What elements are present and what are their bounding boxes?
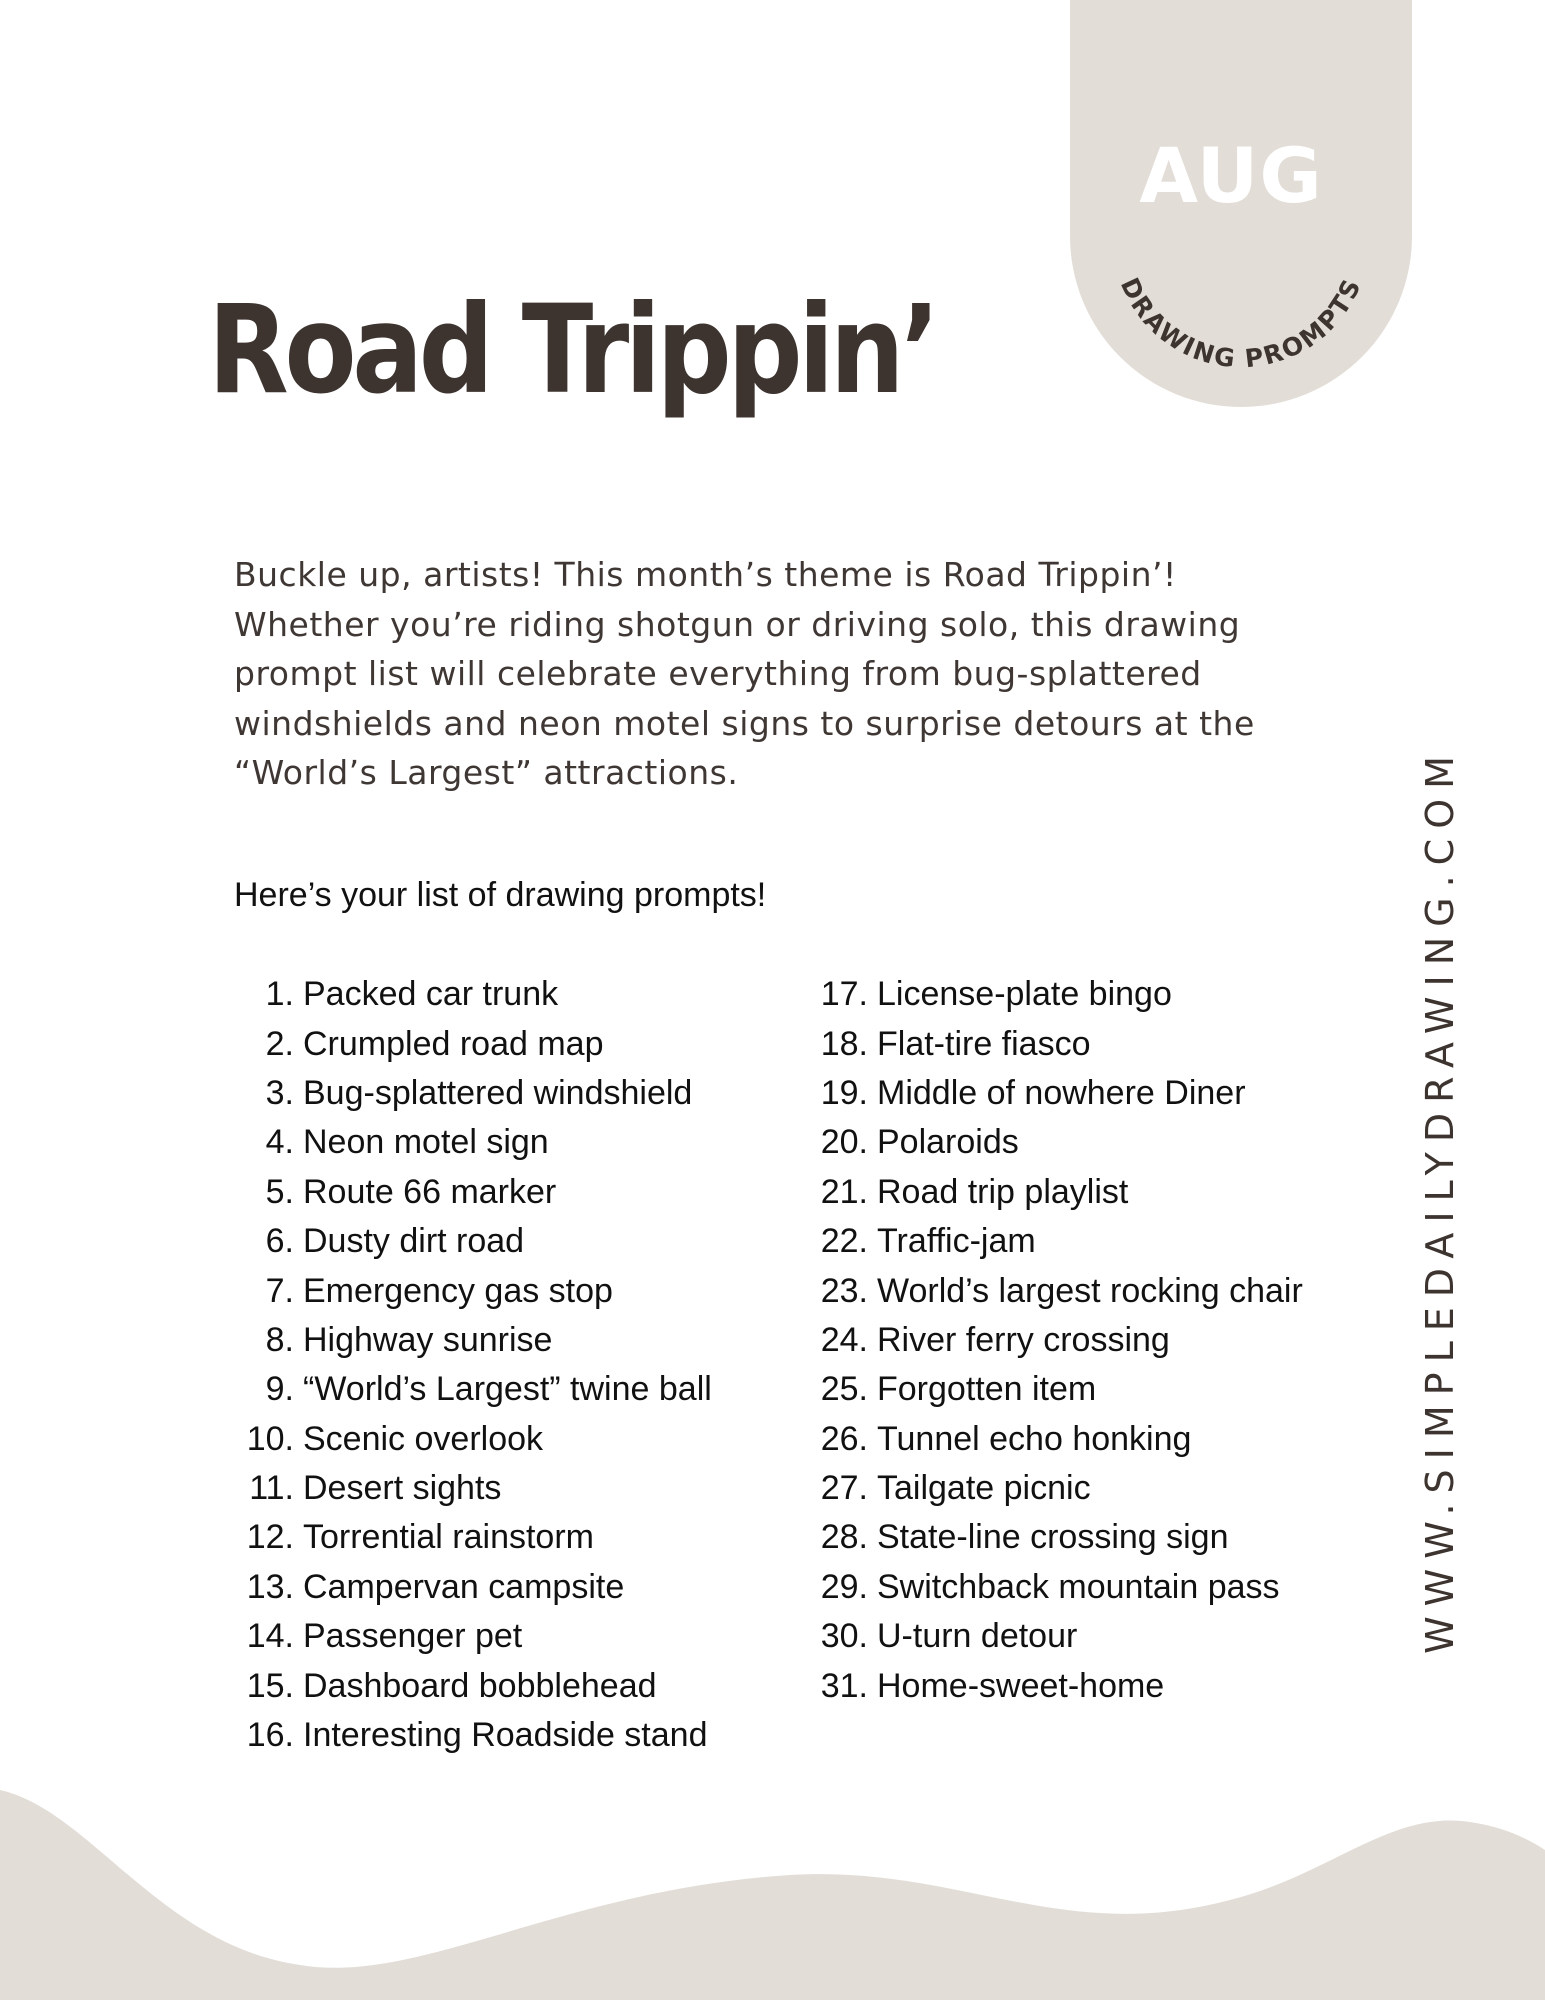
prompt-text: World’s largest rocking chair bbox=[877, 1271, 1303, 1310]
prompt-number: 15. bbox=[246, 1666, 294, 1705]
prompt-item bbox=[810, 1118, 1303, 1167]
prompt-number: 24. bbox=[820, 1320, 868, 1359]
prompt-text: Home-sweet-home bbox=[877, 1666, 1165, 1705]
prompt-item bbox=[234, 1464, 712, 1513]
intro-paragraph: Buckle up, artists! This month’s theme is Road Trippin’! Whether you’re riding shotgun or driving solo, this drawing prompt list will celebrate everything from bug-splattered windshields and neon motel signs to surprise detours at the “World’s Largest” attractions. bbox=[234, 555, 1255, 792]
prompt-text: Middle of nowhere Diner bbox=[877, 1073, 1246, 1112]
prompt-number: 17. bbox=[820, 975, 868, 1014]
prompt-text: “World’s Largest” twine ball bbox=[303, 1370, 712, 1409]
prompt-item bbox=[234, 1612, 712, 1661]
prompt-item bbox=[810, 1168, 1303, 1217]
prompt-number: 27. bbox=[820, 1469, 868, 1508]
prompt-number: 19. bbox=[820, 1073, 868, 1112]
prompt-item bbox=[810, 1316, 1303, 1365]
prompt-number: 11. bbox=[249, 1469, 294, 1508]
website-url: WWW.SIMPLEDAILYDRAWING.COM bbox=[1418, 746, 1462, 1654]
prompt-text: Tunnel echo honking bbox=[877, 1419, 1192, 1458]
prompt-number: 18. bbox=[820, 1024, 868, 1063]
prompt-text: Torrential rainstorm bbox=[303, 1518, 594, 1557]
prompt-item bbox=[234, 1019, 712, 1068]
prompt-item bbox=[810, 1415, 1303, 1464]
prompt-text: River ferry crossing bbox=[877, 1320, 1170, 1359]
prompt-text: Packed car trunk bbox=[303, 975, 559, 1014]
prompt-text: Flat-tire fiasco bbox=[877, 1024, 1091, 1063]
prompt-number: 3. bbox=[265, 1073, 294, 1112]
prompt-number: 1. bbox=[265, 975, 294, 1014]
prompt-item bbox=[234, 1711, 712, 1760]
prompt-text: Emergency gas stop bbox=[303, 1271, 613, 1310]
prompt-item bbox=[234, 970, 712, 1019]
prompt-number: 8. bbox=[265, 1320, 294, 1359]
prompt-text: Interesting Roadside stand bbox=[303, 1716, 708, 1755]
page-title: Road Trippin’ bbox=[208, 279, 936, 421]
prompt-number: 14. bbox=[246, 1617, 294, 1656]
prompt-text: U-turn detour bbox=[877, 1617, 1078, 1656]
prompt-text: Neon motel sign bbox=[303, 1123, 549, 1162]
month-label: AUG bbox=[1139, 131, 1323, 220]
prompt-item bbox=[234, 1069, 712, 1118]
prompt-item bbox=[810, 970, 1303, 1019]
prompt-item bbox=[810, 1266, 1303, 1315]
prompt-number: 16. bbox=[246, 1716, 294, 1755]
prompt-number: 20. bbox=[820, 1123, 868, 1162]
prompt-text: License-plate bingo bbox=[877, 975, 1172, 1014]
prompt-number: 25. bbox=[820, 1370, 868, 1409]
prompt-number: 5. bbox=[265, 1172, 294, 1211]
prompt-text: Dusty dirt road bbox=[303, 1222, 525, 1261]
prompt-item bbox=[810, 1612, 1303, 1661]
badge-arc-text: DRAWING PROMPTS bbox=[1114, 273, 1368, 374]
bottom-wave-decoration bbox=[0, 1780, 1545, 2000]
prompt-item bbox=[234, 1217, 712, 1266]
prompt-text: Campervan campsite bbox=[303, 1567, 625, 1606]
prompt-text: Scenic overlook bbox=[303, 1419, 544, 1458]
prompt-item bbox=[234, 1266, 712, 1315]
list-heading: Here’s your list of drawing prompts! bbox=[234, 876, 767, 914]
prompt-number: 9. bbox=[265, 1370, 294, 1409]
prompt-text: Dashboard bobblehead bbox=[303, 1666, 657, 1705]
prompt-text: Route 66 marker bbox=[303, 1172, 557, 1211]
prompt-item bbox=[234, 1168, 712, 1217]
prompt-text: Crumpled road map bbox=[303, 1024, 604, 1063]
prompt-item bbox=[234, 1513, 712, 1562]
prompt-text: Highway sunrise bbox=[303, 1320, 553, 1359]
prompt-text: Road trip playlist bbox=[877, 1172, 1129, 1211]
prompt-number: 23. bbox=[820, 1271, 868, 1310]
prompt-number: 2. bbox=[265, 1024, 294, 1063]
prompt-text: Desert sights bbox=[303, 1469, 502, 1508]
prompt-text: Traffic-jam bbox=[877, 1222, 1036, 1261]
prompt-number: 22. bbox=[820, 1222, 868, 1261]
prompt-item bbox=[234, 1563, 712, 1612]
prompt-item bbox=[810, 1069, 1303, 1118]
prompt-item bbox=[810, 1513, 1303, 1562]
prompt-text: Passenger pet bbox=[303, 1617, 523, 1656]
prompt-list-right bbox=[810, 970, 1303, 1711]
prompt-number: 31. bbox=[820, 1666, 868, 1705]
drawing-prompts-arc-label bbox=[1070, 0, 1412, 407]
prompt-text: Switchback mountain pass bbox=[877, 1567, 1280, 1606]
prompt-number: 30. bbox=[820, 1617, 868, 1656]
prompt-item bbox=[234, 1118, 712, 1167]
prompt-number: 10. bbox=[246, 1419, 294, 1458]
prompt-text: State-line crossing sign bbox=[877, 1518, 1229, 1557]
prompt-text: Tailgate picnic bbox=[877, 1469, 1091, 1508]
prompt-text: Bug-splattered windshield bbox=[303, 1073, 693, 1112]
prompt-number: 4. bbox=[265, 1123, 294, 1162]
prompt-number: 6. bbox=[265, 1222, 294, 1261]
prompt-number: 13. bbox=[246, 1567, 294, 1606]
prompt-item bbox=[810, 1563, 1303, 1612]
prompt-item bbox=[234, 1316, 712, 1365]
prompt-item bbox=[234, 1365, 712, 1414]
prompt-list-left bbox=[234, 970, 712, 1760]
prompt-number: 26. bbox=[820, 1419, 868, 1458]
prompt-number: 28. bbox=[820, 1518, 868, 1557]
prompt-number: 12. bbox=[246, 1518, 294, 1557]
prompt-item bbox=[234, 1415, 712, 1464]
prompt-text: Polaroids bbox=[877, 1123, 1019, 1162]
prompt-item bbox=[810, 1464, 1303, 1513]
prompt-item bbox=[810, 1217, 1303, 1266]
prompt-number: 21. bbox=[820, 1172, 868, 1211]
prompt-item bbox=[810, 1365, 1303, 1414]
prompt-text: Forgotten item bbox=[877, 1370, 1097, 1409]
prompt-item bbox=[810, 1019, 1303, 1068]
prompt-number: 29. bbox=[820, 1567, 868, 1606]
prompt-number: 7. bbox=[265, 1271, 294, 1310]
prompt-item bbox=[810, 1661, 1303, 1710]
prompt-item bbox=[234, 1661, 712, 1710]
